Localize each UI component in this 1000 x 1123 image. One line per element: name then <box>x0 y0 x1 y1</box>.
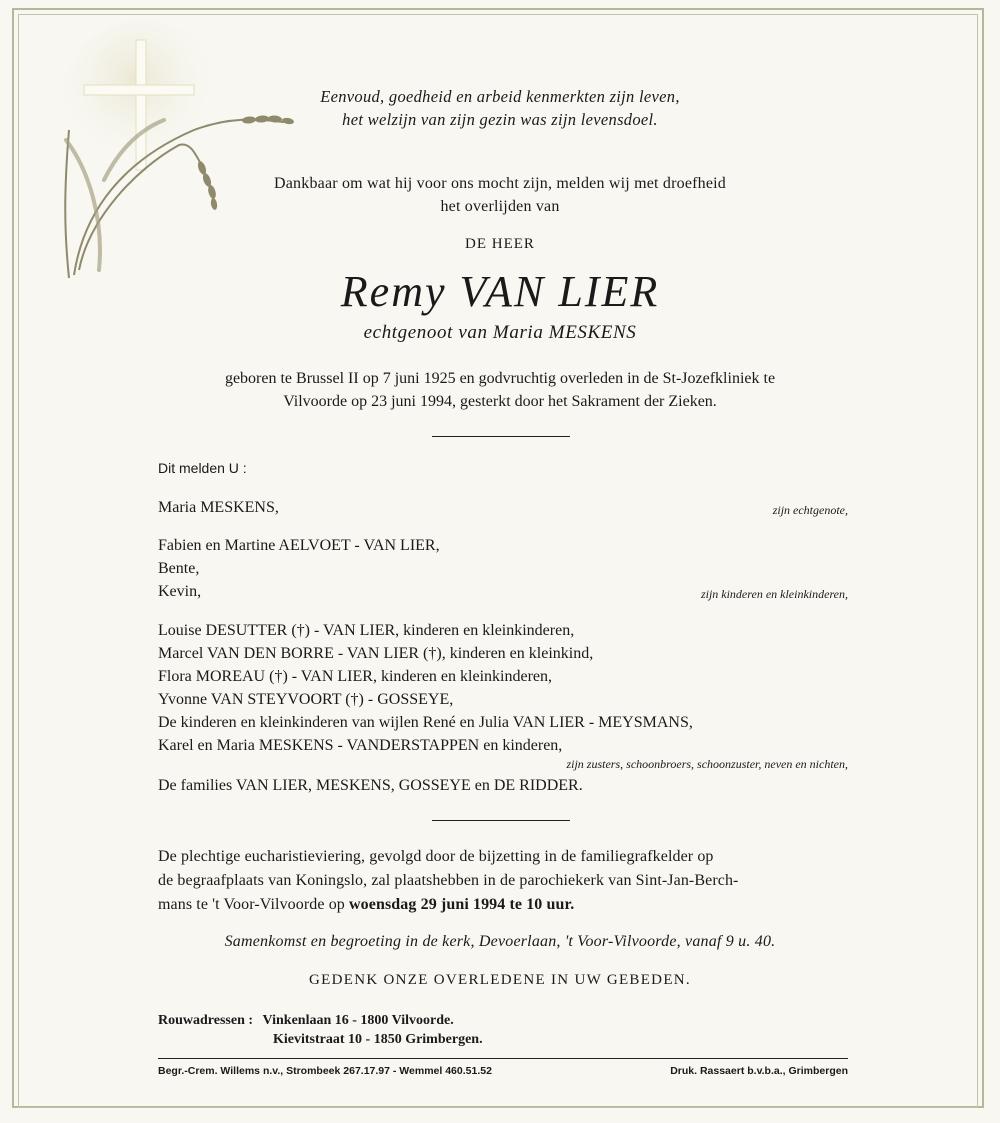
mourner-sibling-line-5: De kinderen en kleinkinderen van wijlen René en Julia VAN LIER - MEYSMANS, <box>158 714 693 731</box>
mourner-children-relation: zijn kinderen en kleinkinderen, <box>700 587 848 601</box>
mourner-children-line-3: Kevin, <box>158 583 202 600</box>
mourner-sibling-line-6: Karel en Maria MESKENS - VANDERSTAPPEN en kinderen, <box>158 737 563 754</box>
mourner-children-line-1: Fabien en Martine AELVOET - VAN LIER, <box>158 537 440 554</box>
service-line-3-start: mans te 't Voor-Vilvoorde op <box>158 896 345 913</box>
addresses-line-1 <box>158 1011 454 1031</box>
service-line-2: de begraafplaats van Koningslo, zal plaatshebben in de parochiekerk van Sint-Jan-Berch- <box>158 872 739 889</box>
mourner-sibling-line-1: Louise DESUTTER (†) - VAN LIER, kinderen en kleinkinderen, <box>158 622 575 639</box>
service-line-3 <box>158 893 848 917</box>
mourner-sibling-line-4: Yvonne VAN STEYVOORT (†) - GOSSEYE, <box>158 691 454 708</box>
spouse-line: echtgenoot van Maria MESKENS <box>363 322 637 343</box>
address-2: Kievitstraat 10 - 1850 Grimbergen. <box>273 1032 483 1047</box>
addresses-label: Rouwadressen : <box>158 1013 254 1028</box>
birth-death-line-1: geboren te Brussel II op 7 juni 1925 en godvruchtig overleden in de St-Jozefkliniek te <box>224 370 776 387</box>
birth-death-line-2: Vilvoorde op 23 juni 1994, gesterkt door het Sakrament der Zieken. <box>283 393 717 410</box>
footer-undertaker: Begr.-Crem. Willems n.v., Strombeek 267.17.97 - Wemmel 460.51.52 <box>158 1065 492 1077</box>
mourner-spouse-name: Maria MESKENS, <box>158 499 279 516</box>
announce-label: Dit melden U : <box>158 460 247 476</box>
service-line-1: De plechtige eucharistieviering, gevolgd door de bijzetting in de familiegrafkelder op <box>158 848 714 865</box>
service-datetime: woensdag 29 juni 1994 te 10 uur. <box>349 896 575 913</box>
motto-line-2: het welzijn van zijn gezin was zijn levensdoel. <box>342 110 658 129</box>
mourner-sibling-line-3: Flora MOREAU (†) - VAN LIER, kinderen en kleinkinderen, <box>158 668 552 685</box>
motto-line-1: Eenvoud, goedheid en arbeid kenmerkten zijn leven, <box>320 87 680 106</box>
gathering-line: Samenkomst en begroeting in de kerk, Devoerlaan, 't Voor-Vilvoorde, vanaf 9 u. 40. <box>224 933 776 950</box>
prayer-line: GEDENK ONZE OVERLEDENE IN UW GEBEDEN. <box>309 972 691 988</box>
mourner-children-line-2: Bente, <box>158 560 200 577</box>
honorific: DE HEER <box>465 236 535 252</box>
intro-line-1: Dankbaar om wat hij voor ons mocht zijn, melden wij met droefheid <box>274 175 726 192</box>
divider-2 <box>432 820 570 821</box>
footer-divider <box>158 1058 848 1059</box>
address-1: Vinkenlaan 16 - 1800 Vilvoorde. <box>262 1013 454 1028</box>
intro-line-2: het overlijden van <box>440 198 560 215</box>
mourner-sibling-line-2: Marcel VAN DEN BORRE - VAN LIER (†), kinderen en kleinkind, <box>158 645 594 662</box>
mourner-families: De families VAN LIER, MESKENS, GOSSEYE en DE RIDDER. <box>158 777 583 794</box>
divider-1 <box>432 436 570 437</box>
mourner-spouse-row <box>158 497 848 519</box>
mourner-spouse-relation: zijn echtgenote, <box>772 503 848 517</box>
mourner-siblings-relation: zijn zusters, schoonbroers, schoonzuster, neven en nichten, <box>566 757 848 771</box>
footer-printer: Druk. Rassaert b.v.b.a., Grimbergen <box>670 1065 848 1077</box>
deceased-name: Remy VAN LIER <box>340 267 660 316</box>
